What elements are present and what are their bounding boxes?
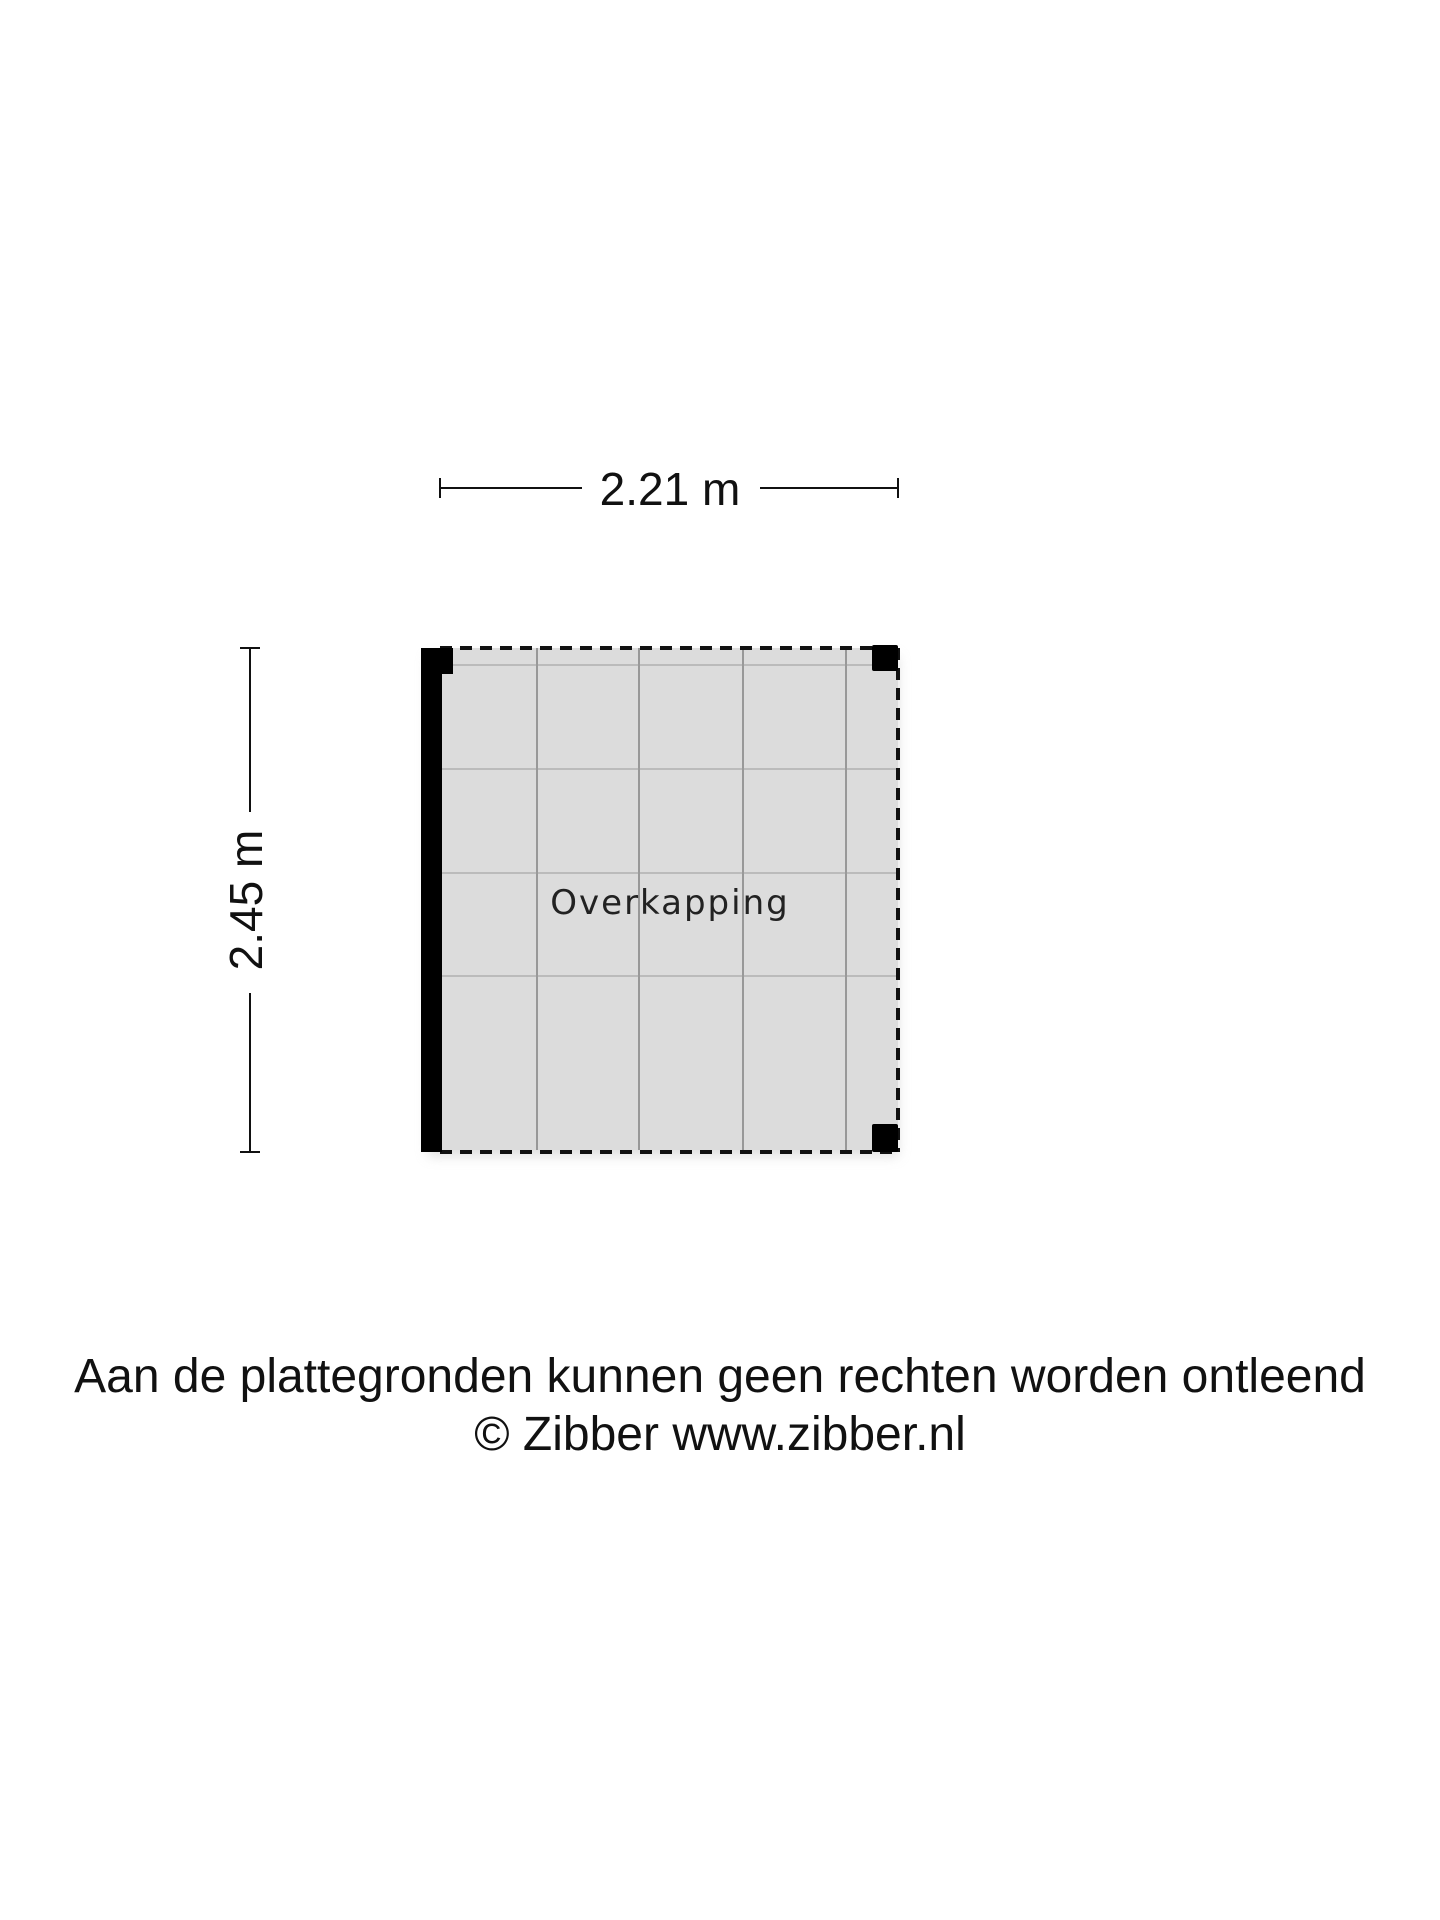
wall (421, 648, 442, 1152)
height-label: 2.45 m (220, 829, 273, 971)
width-dimension (440, 463, 898, 515)
room-overkapping (421, 645, 898, 1156)
copyright-text: © Zibber www.zibber.nl (474, 1408, 966, 1461)
post-top-right (872, 645, 898, 671)
width-label: 2.21 m (599, 463, 741, 515)
room-label: Overkapping (550, 883, 790, 923)
post-bottom-right (872, 1124, 898, 1152)
height-dimension (220, 648, 272, 1152)
post-top-left (421, 648, 453, 674)
disclaimer-text: Aan de plattegronden kunnen geen rechten worden ontleend (74, 1350, 1366, 1403)
